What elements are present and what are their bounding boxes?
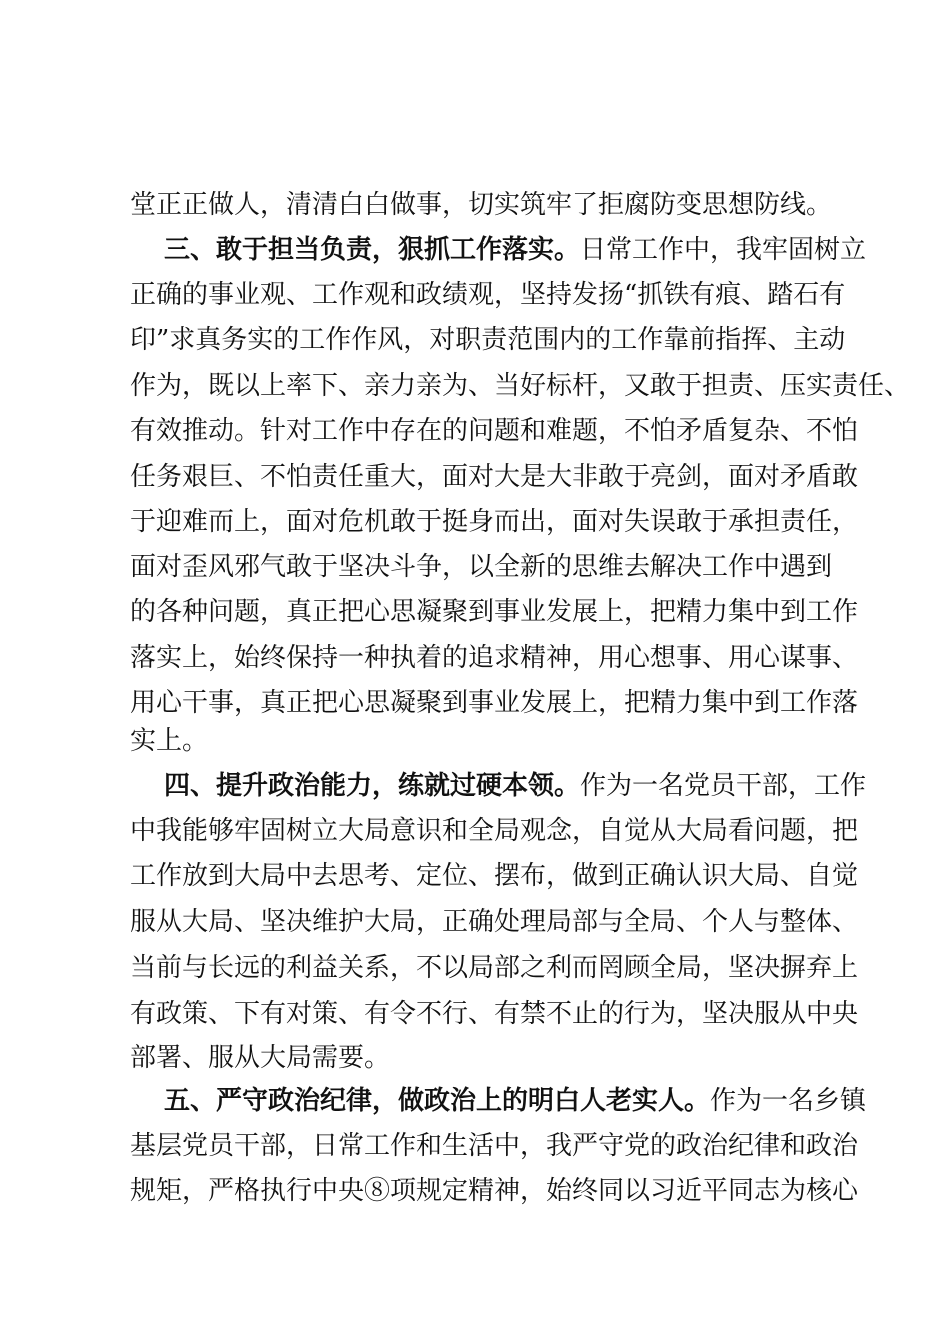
paragraph-line: 工作放到大局中去思考、定位、摆布，做到正确认识大局、自觉: [130, 861, 859, 891]
paragraph-line: 基层党员干部，日常工作和生活中，我严守党的政治纪律和政治: [130, 1131, 859, 1161]
paragraph-line: 用心干事，真正把心思凝聚到事业发展上，把精力集中到工作落: [130, 688, 859, 718]
paragraph-text: 日常工作中，我牢固树立: [580, 235, 867, 265]
paragraph-text: 作为一名党员干部，工作: [580, 771, 867, 801]
paragraph-line: 实上。: [130, 726, 209, 756]
paragraph-line: 于迎难而上，面对危机敢于挺身而出，面对失误敢于承担责任，: [130, 507, 859, 537]
paragraph-line: 正确的事业观、工作观和政绩观，坚持发扬“抓铁有痕、踏石有: [130, 280, 846, 310]
paragraph-first-line: [164, 769, 867, 803]
paragraph-text: 作为一名乡镇: [710, 1086, 867, 1116]
paragraph-line: 部署、服从大局需要。: [130, 1043, 391, 1073]
section-heading-3: 三、敢于担当负责，狠抓工作落实。: [164, 235, 581, 265]
paragraph-line: 当前与长远的利益关系，不以局部之利而罔顾全局，坚决摒弃上: [130, 953, 859, 983]
section-heading-5: 五、严守政治纪律，做政治上的明白人老实人。: [164, 1086, 711, 1116]
paragraph-line: 有效推动。针对工作中存在的问题和难题，不怕矛盾复杂、不怕: [130, 416, 859, 446]
paragraph-first-line: [164, 233, 867, 267]
section-heading-4: 四、提升政治能力，练就过硬本领。: [164, 771, 581, 801]
paragraph-line: 落实上，始终保持一种执着的追求精神，用心想事、用心谋事、: [130, 643, 859, 673]
paragraph-line: 作为，既以上率下、亲力亲为、当好标杆，又敢于担责、压实责任、: [130, 371, 911, 401]
paragraph-line: 中我能够牢固树立大局意识和全局观念，自觉从大局看问题，把: [130, 816, 859, 846]
paragraph-line: 服从大局、坚决维护大局，正确处理局部与全局、个人与整体、: [130, 907, 859, 937]
paragraph-line: 面对歪风邪气敢于坚决斗争，以全新的思维去解决工作中遇到: [130, 552, 833, 582]
paragraph-line: 有政策、下有对策、有令不行、有禁不止的行为，坚决服从中央: [130, 999, 859, 1029]
paragraph-line: 规矩，严格执行中央⑧项规定精神，始终同以习近平同志为核心: [130, 1176, 859, 1206]
paragraph-line: 堂正正做人，清清白白做事，切实筑牢了拒腐防变思想防线。: [130, 190, 833, 220]
paragraph-line: 的各种问题，真正把心思凝聚到事业发展上，把精力集中到工作: [130, 597, 859, 627]
paragraph-first-line: [164, 1084, 867, 1118]
paragraph-line: 印”求真务实的工作作风，对职责范围内的工作靠前指挥、主动: [130, 325, 846, 355]
paragraph-line: 任务艰巨、不怕责任重大，面对大是大非敢于亮剑，面对矛盾敢: [130, 462, 859, 492]
